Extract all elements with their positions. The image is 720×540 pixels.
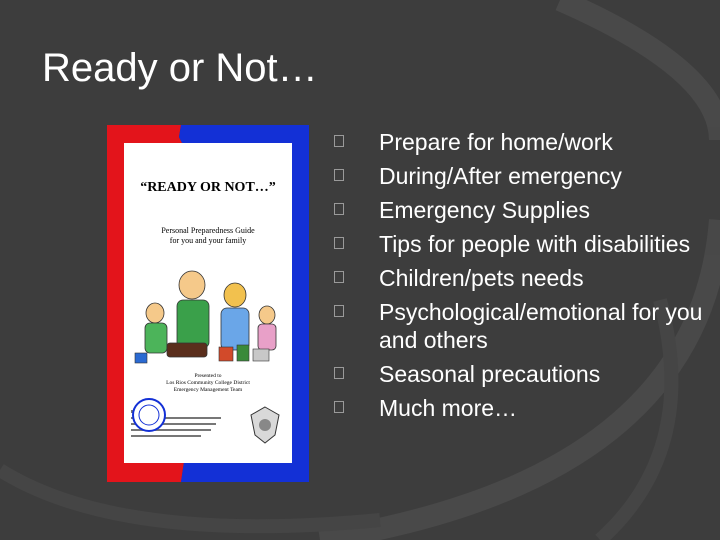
bullet-text: Psychological/emotional for you and others (379, 299, 703, 353)
bullet-item (334, 230, 714, 258)
cover-presented-line2: Los Rios Community College District (166, 380, 250, 386)
bullet-item (334, 264, 714, 292)
bullet-box-icon (334, 203, 344, 215)
slide-title: Ready or Not… (42, 46, 318, 90)
cover-presented-line1: Presented to (194, 373, 222, 379)
bullet-text: Emergency Supplies (379, 197, 590, 223)
bullet-text: Prepare for home/work (379, 129, 613, 155)
bullet-box-icon (334, 401, 344, 413)
cover-headline: “READY OR NOT…” (140, 180, 276, 195)
bullet-item (334, 162, 714, 190)
cover-subtitle-line2: for you and your family (169, 236, 247, 245)
bullet-box-icon (334, 237, 344, 249)
bullet-box-icon (334, 367, 344, 379)
bullet-item (334, 298, 714, 354)
cover-presented-line3: Emergency Management Team (173, 387, 243, 393)
bullet-item (334, 196, 714, 224)
bullet-item (334, 394, 714, 422)
bullet-text: Tips for people with disabilities (379, 231, 691, 257)
bullet-text: Much more… (379, 395, 518, 421)
bullet-list (334, 128, 714, 428)
bullet-text: Seasonal precautions (379, 361, 601, 387)
bullet-item (334, 128, 714, 156)
guide-cover-image (107, 125, 309, 482)
cover-subtitle-line1: Personal Preparedness Guide (161, 226, 255, 235)
bullet-text: During/After emergency (379, 163, 622, 189)
bullet-text: Children/pets needs (379, 265, 584, 291)
bullet-box-icon (334, 305, 344, 317)
bullet-box-icon (334, 135, 344, 147)
bullet-item (334, 360, 714, 388)
bullet-box-icon (334, 271, 344, 283)
college-seal-icon (133, 399, 165, 431)
bullet-box-icon (334, 169, 344, 181)
